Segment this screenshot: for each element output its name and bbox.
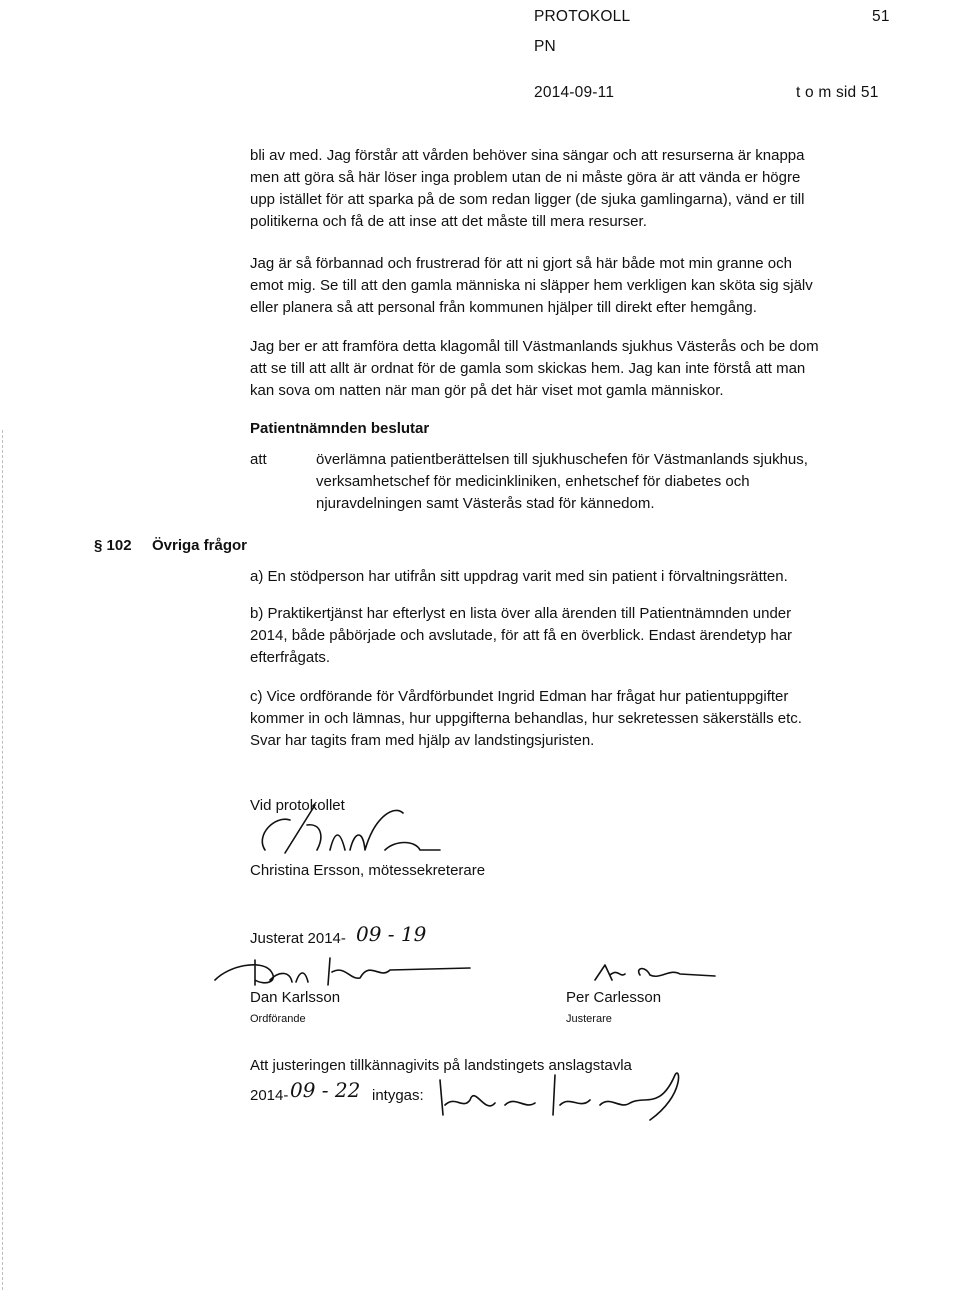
paragraph-line: eller planera så att personal från kommunen hjälper till direkt efter hemgång. xyxy=(250,299,757,316)
justerat-label: Justerat 2014- xyxy=(250,930,346,947)
decision-text xyxy=(316,449,896,515)
announce-date-label: 2014- xyxy=(250,1087,289,1104)
paragraph-line: emot mig. Se till att den gamla människa ni släpper hem verkligen kan sköta sig själv xyxy=(250,277,813,294)
signer1-role: Ordförande xyxy=(250,1013,306,1025)
item-line: kommer in och lämnas, hur uppgifterna behandlas, hur sekretessen säkerställs etc. xyxy=(250,710,802,727)
decision-line: överlämna patientberättelsen till sjukhuschefen för Västmanlands sjukhus, xyxy=(316,451,808,468)
intygas-label: intygas: xyxy=(372,1087,424,1104)
paragraph-line: men att göra så här löser inga problem utan de ni måste göra är att vända er högre xyxy=(250,169,801,186)
announcement-text: Att justeringen tillkännagivits på landstingets anslagstavla xyxy=(250,1057,632,1074)
paragraph-line: upp istället för att sparka på de som redan ligger (de sjuka gamlingarna), vänd er till xyxy=(250,191,805,208)
item-line: efterfrågats. xyxy=(250,649,331,666)
decision-line: verksamhetschef för medicinkliniken, enhetschef för diabetes och xyxy=(316,473,750,490)
item-line: Svar har tagits fram med hjälp av landstingsjuristen. xyxy=(250,732,595,749)
decision-heading: Patientnämnden beslutar xyxy=(250,420,430,437)
announce-handwritten-date: 09 - 22 xyxy=(290,1078,361,1102)
justerat-handwritten-date: 09 - 19 xyxy=(356,922,427,946)
complaint-paragraph-3 xyxy=(250,336,890,402)
margin-line xyxy=(2,430,3,1290)
complaint-paragraph-2 xyxy=(250,253,890,319)
signer2-role: Justerare xyxy=(566,1013,612,1025)
decision-line: njuravdelningen samt Västerås stad för kännedom. xyxy=(316,495,655,512)
paragraph-line: Jag är så förbannad och frustrerad för att ni gjort så här både mot min granne och xyxy=(250,255,792,272)
paragraph-line: bli av med. Jag förstår att vården behöver sina sängar och att resurserna är knappa xyxy=(250,147,805,164)
item-c xyxy=(250,686,890,752)
item-b xyxy=(250,603,890,669)
adjuster-signature xyxy=(590,960,720,990)
document-type: PROTOKOLL xyxy=(534,8,631,25)
secretary-signature xyxy=(245,795,445,860)
item-line: b) Praktikertjänst har efterlyst en lista över alla ärenden till Patientnämnden under xyxy=(250,605,792,622)
signer2-name: Per Carlesson xyxy=(566,989,662,1006)
paragraph-line: politikerna och få de att inse att det måste till mera resurser. xyxy=(250,213,647,230)
page-range: t o m sid 51 xyxy=(796,84,879,101)
item-a xyxy=(250,566,890,588)
section-title: Övriga frågor xyxy=(152,537,248,554)
section-number: § 102 xyxy=(94,537,132,554)
document-date: 2014-09-11 xyxy=(534,84,615,101)
document-initials: PN xyxy=(534,38,556,55)
signer1-name: Dan Karlsson xyxy=(250,989,341,1006)
item-line: 2014, både påbörjade och avslutade, för att få en överblick. Endast ärendetyp har xyxy=(250,627,793,644)
secretary-name: Christina Ersson, mötessekreterare xyxy=(250,862,486,879)
paragraph-line: kan sova om natten när man gör på det här viset mot gamla människor. xyxy=(250,382,724,399)
vid-protokollet-label: Vid protokollet xyxy=(250,797,345,814)
chairman-signature xyxy=(210,950,480,990)
paragraph-line: att se till att allt är ordnat för de gamla som skickas hem. Jag kan inte förstå att man xyxy=(250,360,806,377)
paragraph-line: Jag ber er att framföra detta klagomål till Västmanlands sjukhus Västerås och be dom xyxy=(250,338,819,355)
item-line: c) Vice ordförande för Vårdförbundet Ingrid Edman har frågat hur patientuppgifter xyxy=(250,688,789,705)
item-line: a) En stödperson har utifrån sitt uppdrag varit med sin patient i förvaltningsrätten. xyxy=(250,568,788,585)
decision-label: att xyxy=(250,451,267,468)
page-number: 51 xyxy=(872,8,890,25)
complaint-paragraph-1 xyxy=(250,145,890,233)
witness-signature xyxy=(435,1065,695,1125)
